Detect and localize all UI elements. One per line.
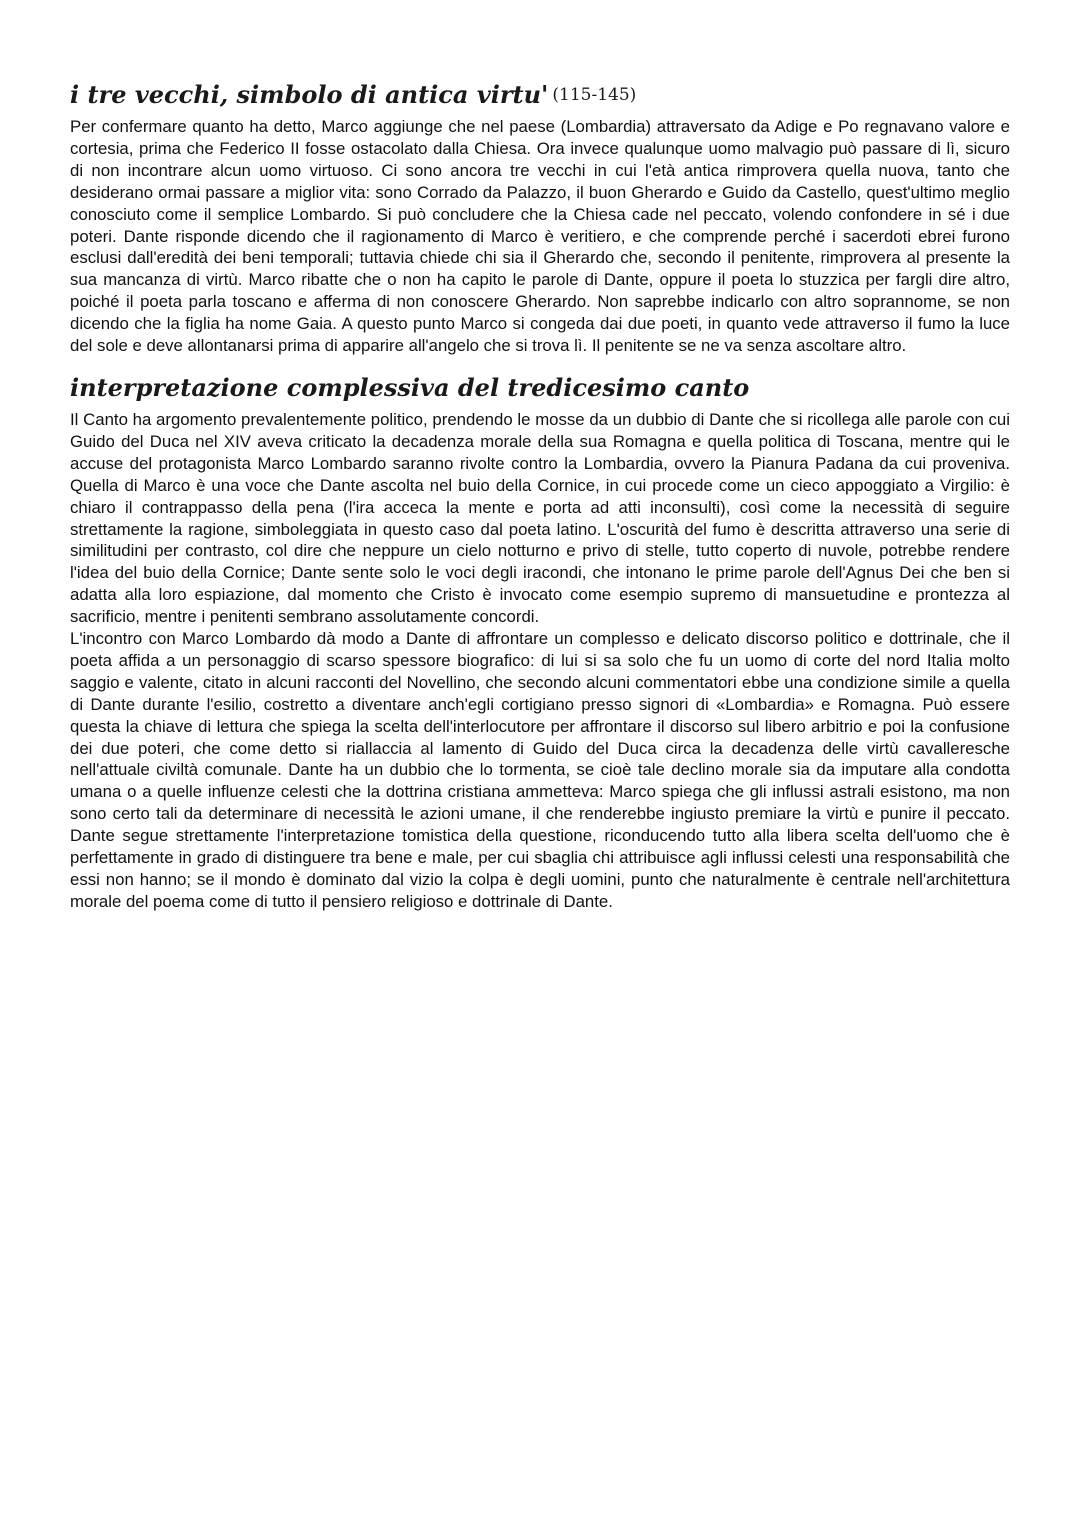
section-heading-text: i tre vecchi, simbolo di antica virtu' [70, 80, 549, 109]
section-heading [70, 78, 1010, 112]
section-tre-vecchi [70, 78, 1010, 357]
verse-range: (115-145) [552, 85, 637, 105]
section-heading [70, 371, 1010, 405]
section-interpretazione [70, 371, 1010, 913]
paragraph: L'incontro con Marco Lombardo dà modo a Dante di affrontare un complesso e delicato discorso politico e dottrinale, che il poeta affida a un personaggio di scarso spessore biografico: di lui si sa solo che fu un uomo di corte del nord Italia molto saggio e valente, citato in alcuni racconti del Novellino, che secondo alcuni commentatori ebbe una condizione simile a quella di Dante durante l'esilio, costretto a diventare anch'egli cortigiano presso signori di «Lombardia» e Romagna. Può essere questa la chiave di lettura che spiega la scelta dell'interlocutore per affrontare il discorso sul libero arbitrio e poi la confusione dei due poteri, che come detto si riallaccia al lamento di Guido del Duca circa la decadenza delle virtù cavalleresche nell'attuale civiltà comunale. Dante ha un dubbio che lo tormenta, se cioè tale declino morale sia da imputare alla condotta umana o a quelle influenze celesti che la dottrina cristiana ammetteva: Marco spiega che gli influssi astrali esistono, ma non sono certo tali da determinare di necessità le azioni umane, il che renderebbe ingiusto premiare la virtù e punire il peccato. Dante segue strettamente l'interpretazione tomistica della questione, riconducendo tutto alla libera scelta dell'uomo che è perfettamente in grado di distinguere tra bene e male, per cui sbaglia chi attribuisce agli influssi celesti una responsabilità che essi non hanno; se il mondo è dominato dal vizio la colpa è degli uomini, punto che naturalmente è centrale nell'architettura morale del poema come di tutto il pensiero religioso e dottrinale di Dante. [70, 629, 1010, 911]
document-page [70, 78, 1010, 927]
paragraph: Il Canto ha argomento prevalentemente politico, prendendo le mosse da un dubbio di Dante che si ricollega alle parole con cui Guido del Duca nel XIV aveva criticato la decadenza morale della sua Romagna e quella politica di Toscana, mentre qui le accuse del protagonista Marco Lombardo saranno rivolte contro la Lombardia, ovvero la Pianura Padana da cui proveniva. Quella di Marco è una voce che Dante ascolta nel buio della Cornice, in cui procede come un cieco appoggiato a Virgilio: è chiaro il contrappasso della pena (l'ira acceca la mente e porta ad atti inconsulti), così come la necessità di seguire strettamente la ragione, simboleggiata in questo caso dal poeta latino. L'oscurità del fumo è descritta attraverso una serie di similitudini per contrasto, col dire che neppure un cielo notturno e privo di stelle, tutto coperto di nuvole, potrebbe rendere l'idea del buio della Cornice; Dante sente solo le voci degli iracondi, che intonano le prime parole dell'Agnus Dei che ben si adatta alla loro espiazione, dal momento che Cristo è invocato come esempio supremo di mansuetudine e prontezza al sacrificio, mentre i penitenti sembrano assolutamente concordi. [70, 409, 1010, 627]
section-heading-text: interpretazione complessiva del tredicesimo canto [70, 372, 750, 402]
paragraph: Per confermare quanto ha detto, Marco aggiunge che nel paese (Lombardia) attraversato da Adige e Po regnavano valore e cortesia, prima che Federico II fosse ostacolato dalla Chiesa. Ora invece qualunque uomo malvagio può passare di lì, sicuro di non incontrare alcun uomo virtuoso. Ci sono ancora tre vecchi in cui l'età antica rimprovera quella nuova, tanto che desiderano ormai passare a miglior vita: sono Corrado da Palazzo, il buon Gherardo e Guido da Castello, quest'ultimo meglio conosciuto come il semplice Lombardo. Si può concludere che la Chiesa cade nel peccato, volendo confondere in sé i due poteri. Dante risponde dicendo che il ragionamento di Marco è veritiero, e che comprende perché i sacerdoti ebrei furono esclusi dall'eredità dei beni temporali; tuttavia chiede chi sia il Gherardo che, secondo il penitente, rimprovera al presente la sua mancanza di virtù. Marco ribatte che o non ha capito le parole di Dante, oppure il poeta lo stuzzica per fargli dire altro, poiché il poeta parla toscano e afferma di non conoscere Gherardo. Non saprebbe indicarlo con altro soprannome, se non dicendo che la figlia ha nome Gaia. A questo punto Marco si congeda dai due poeti, in quanto vede attraverso il fumo la luce del sole e deve allontanarsi prima di apparire all'angelo che si trova lì. Il penitente se ne va senza ascoltare altro. [70, 117, 1010, 356]
